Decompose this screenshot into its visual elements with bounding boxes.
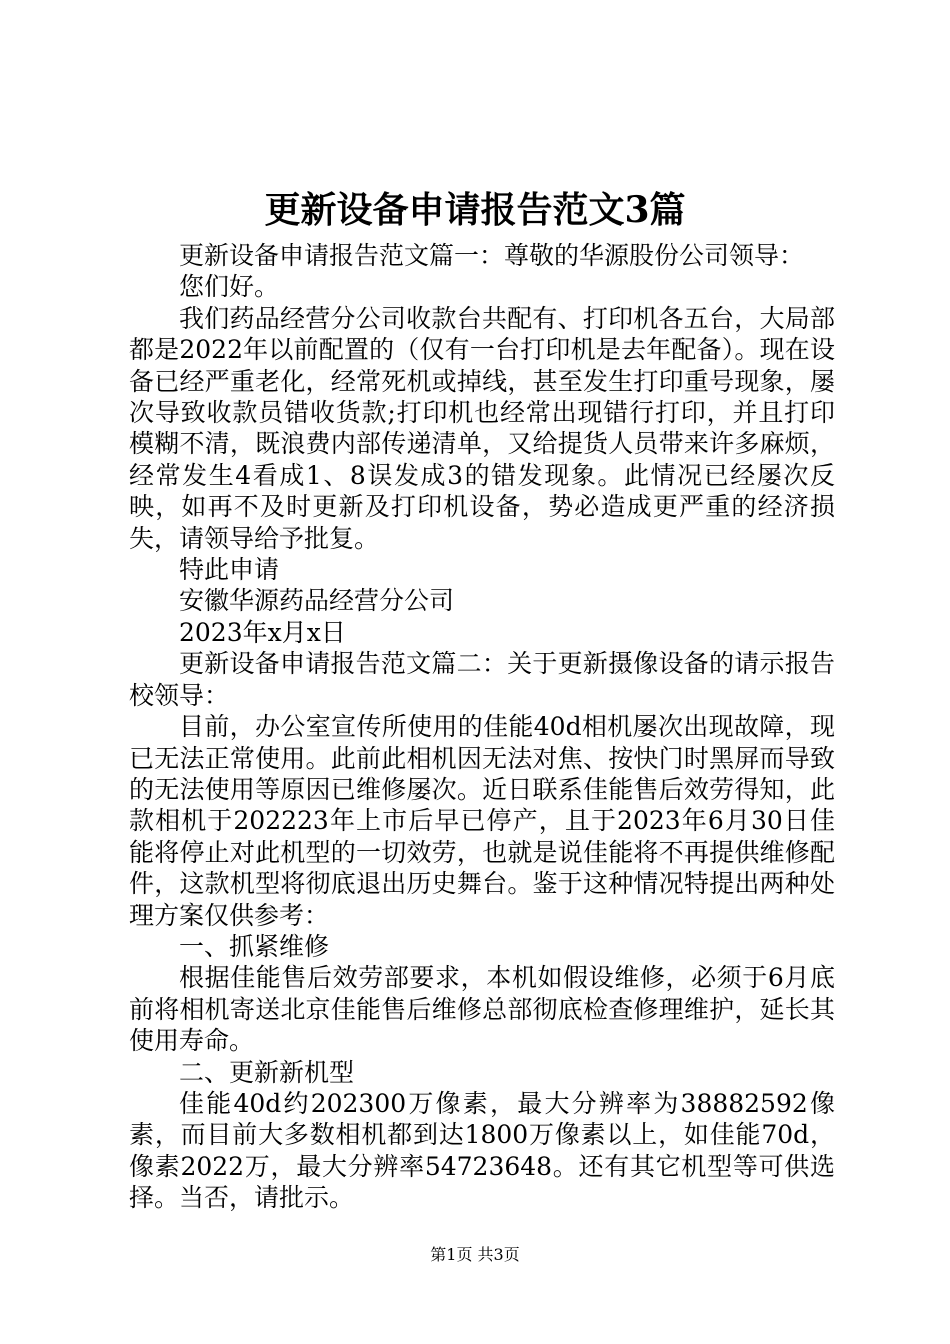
paragraph-heading-option-2: 二、更新新机型 xyxy=(179,1057,355,1087)
document-body xyxy=(129,240,835,1214)
paragraph-salutation-2: 更新设备申请报告范文篇二：关于更新摄像设备的请示报告校领导： xyxy=(129,649,835,710)
paragraph-salutation-1: 更新设备申请报告范文篇一：尊敬的华源股份公司领导： xyxy=(179,241,805,270)
paragraph-request-2: 目前，办公室宣传所使用的佳能40d相机屡次出现故障，现已无法正常使用。此前此相机因无法对焦、按快门时黑屏而导致的无法使用等原因已维修屡次。近日联系佳能售后效劳得知，此款相机于202223年上市后早已停产，且于2023年6月30日佳能将停止对此机型的一切效劳，也就是说佳能将不再提供维修配件，这款机型将彻底退出历史舞台。鉴于这种情况特提出两种处理方案仅供参考： xyxy=(129,712,835,930)
document-title: 更新设备申请报告范文3篇 xyxy=(264,189,686,231)
paragraph-option-1: 根据佳能售后效劳部要求，本机如假设维修，必须于6月底前将相机寄送北京佳能售后维修总部彻底检查修理维护，延长其使用寿命。 xyxy=(129,963,835,1056)
paragraph-option-2: 佳能40d约202300万像素，最大分辨率为38882592像素，而目前大多数相机都到达1800万像素以上，如佳能70d，像素2022万，最大分辨率54723648。还有其它机型等可供选择。当否，请批示。 xyxy=(129,1088,835,1213)
paragraph-signature: 安徽华源药品经营分公司 xyxy=(179,586,455,616)
paragraph-date: 2023年x月x日 xyxy=(179,617,346,647)
paragraph-heading-option-1: 一、抓紧维修 xyxy=(179,931,330,961)
page-footer: 第1页 共3页 xyxy=(430,1245,520,1264)
paragraph-greeting: 您们好。 xyxy=(179,272,280,302)
paragraph-request-1: 我们药品经营分公司收款台共配有、打印机各五台，大局部都是2022年以前配置的（仅有一台打印机是去年配备）。现在设备已经严重老化，经常死机或掉线，甚至发生打印重号现象，屡次导致收款员错收货款;打印机也经常出现错行打印，并且打印模糊不清，既浪费内部传递清单，又给提货人员带来许多麻烦，经常发生4看成1、8误发成3的错发现象。此情况已经屡次反映，如再不及时更新及打印机设备，势必造成更严重的经济损失，请领导给予批复。 xyxy=(129,303,835,553)
paragraph-closing: 特此申请 xyxy=(179,555,280,585)
